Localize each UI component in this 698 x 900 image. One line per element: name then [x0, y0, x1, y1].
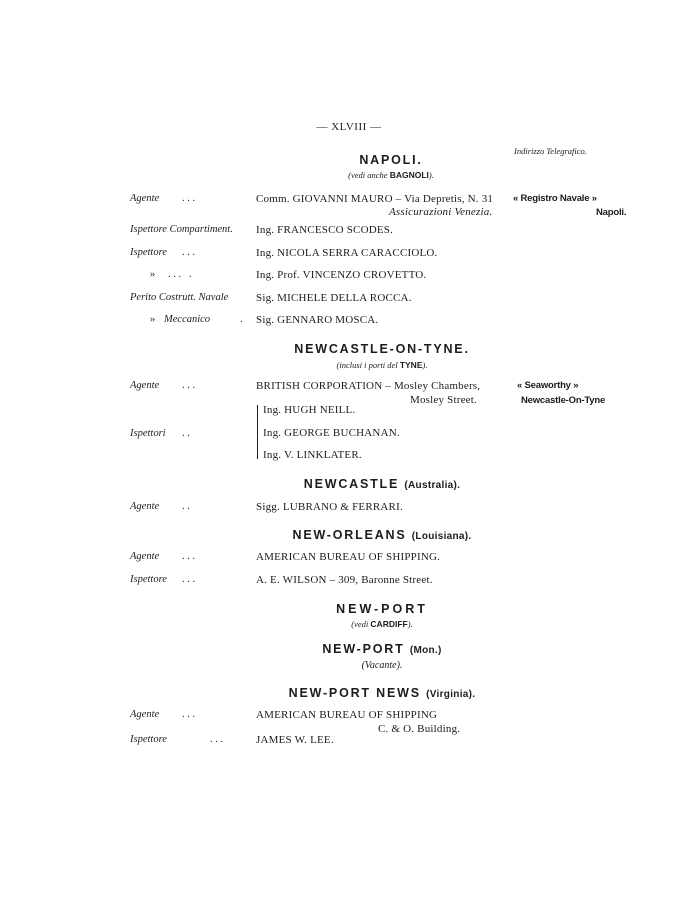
dot: .	[189, 269, 192, 280]
entry-agente-napoli-line2: Assicurazioni Venezia.	[389, 206, 493, 218]
role-ispettore: Ispettore	[130, 574, 167, 585]
subtitle-prefix: (vedi	[351, 619, 369, 629]
entry-ispettore-new-orleans: A. E. WILSON – 309, Baronne Street.	[256, 574, 433, 586]
role-agente: Agente	[130, 501, 160, 512]
title-qualifier: (Louisiana).	[411, 531, 472, 542]
leader-dot: .	[240, 314, 243, 325]
section-title-napoli: NAPOLI.	[359, 153, 423, 167]
entry-ispettore2-napoli: Ing. Prof. VINCENZO CROVETTO.	[256, 269, 427, 281]
title-main: NEWCASTLE	[303, 477, 400, 491]
leader-dots: . . .	[182, 574, 196, 585]
title-main: NEW-ORLEANS	[292, 528, 407, 542]
leader-dots: . .	[182, 501, 190, 512]
entry-ispettore-3: Ing. V. LINKLATER.	[263, 449, 362, 461]
leader-dots: . . .	[182, 380, 196, 391]
entry-agente-new-orleans: AMERICAN BUREAU OF SHIPPING.	[256, 551, 441, 563]
role-meccanico: Meccanico	[164, 314, 211, 325]
subtitle-bold: CARDIFF	[370, 619, 408, 629]
role-agente: Agente	[130, 551, 160, 562]
subtitle-bold: BAGNOLI	[389, 170, 429, 180]
entry-agente-napoli: Comm. GIOVANNI MAURO – Via Depretis, N. 31	[256, 193, 494, 205]
role-agente: Agente	[130, 193, 160, 204]
section-title-newcastle-tyne: NEWCASTLE-ON-TYNE.	[294, 342, 470, 356]
section-title-new-port: NEW-PORT	[336, 602, 428, 616]
title-qualifier: (Virginia).	[426, 689, 476, 700]
role-ispettore: Ispettore	[130, 734, 167, 745]
entry-meccanico: Sig. GENNARO MOSCA.	[256, 314, 379, 326]
ditto-mark: »	[150, 269, 156, 280]
section-title-newcastle-australia	[0, 477, 698, 491]
subtitle-bold: TYNE	[399, 360, 423, 370]
entry-ispettore-2: Ing. GEORGE BUCHANAN.	[263, 427, 400, 439]
role-agente: Agente	[130, 380, 160, 391]
section-subtitle-new-port-mon: (Vacante).	[361, 660, 403, 671]
role-perito: Perito Costrutt. Navale	[130, 292, 229, 303]
subtitle-prefix: (vedi anche	[348, 170, 388, 180]
section-subtitle-napoli	[0, 170, 698, 180]
entry-perito: Sig. MICHELE DELLA ROCCA.	[256, 292, 412, 304]
role-agente: Agente	[130, 709, 160, 720]
brace	[257, 405, 258, 459]
role-ispettore: Ispettore	[130, 247, 167, 258]
leader-dots: . . .	[182, 247, 196, 258]
telegraph-newcastle-1: « Seaworthy »	[517, 380, 579, 391]
telegraph-napoli-1: « Registro Navale »	[513, 193, 597, 204]
leader-dots: . . .	[182, 193, 196, 204]
leader-dots: . . .	[182, 551, 196, 562]
title-main: NEW-PORT	[322, 642, 405, 656]
telegraph-napoli-2: Napoli.	[596, 207, 627, 218]
title-qualifier: (Mon.)	[409, 645, 442, 656]
telegraph-header: Indirizzo Telegrafico.	[514, 146, 587, 156]
telegraph-newcastle-2: Newcastle-On-Tyne	[521, 395, 606, 406]
section-subtitle-newcastle-tyne	[0, 360, 698, 370]
subtitle-suffix: ).	[428, 170, 434, 180]
entry-agente-newcastle-aus: Sigg. LUBRANO & FERRARI.	[256, 501, 403, 513]
entry-agente-new-port-news: AMERICAN BUREAU OF SHIPPING	[256, 709, 438, 721]
entry-agente-newcastle: BRITISH CORPORATION – Mosley Chambers,	[256, 380, 481, 392]
ditto-mark: »	[150, 314, 156, 325]
section-title-new-port-news	[0, 686, 698, 700]
leader-dots: . . .	[210, 734, 224, 745]
subtitle-suffix: ).	[407, 619, 413, 629]
role-ispettore-compartiment: Ispettore Compartiment.	[130, 224, 233, 235]
title-main: NEW-PORT NEWS	[288, 686, 421, 700]
section-title-new-port-mon	[0, 642, 698, 656]
section-subtitle-new-port	[0, 619, 698, 629]
section-title-new-orleans	[0, 528, 698, 542]
entry-ispettore-comp: Ing. FRANCESCO SCODES.	[256, 224, 394, 236]
page-number: — XLVIII —	[316, 121, 382, 133]
dots: . . .	[168, 269, 182, 280]
role-ispettori: Ispettori	[130, 428, 166, 439]
entry-ispettore-napoli: Ing. NICOLA SERRA CARACCIOLO.	[256, 247, 438, 259]
entry-ispettore-1: Ing. HUGH NEILL.	[263, 404, 356, 416]
entry-agente-new-port-news-line2: C. & O. Building.	[378, 723, 461, 735]
entry-agente-newcastle-line2: Mosley Street.	[410, 394, 477, 406]
leader-dots	[168, 269, 192, 280]
leader-dots: . .	[182, 428, 190, 439]
subtitle-suffix: ).	[422, 360, 428, 370]
subtitle-prefix: (inclusi i porti del	[336, 360, 398, 370]
leader-dots: . . .	[182, 709, 196, 720]
entry-ispettore-new-port-news: JAMES W. LEE.	[256, 734, 334, 746]
title-qualifier: (Australia).	[404, 480, 461, 491]
